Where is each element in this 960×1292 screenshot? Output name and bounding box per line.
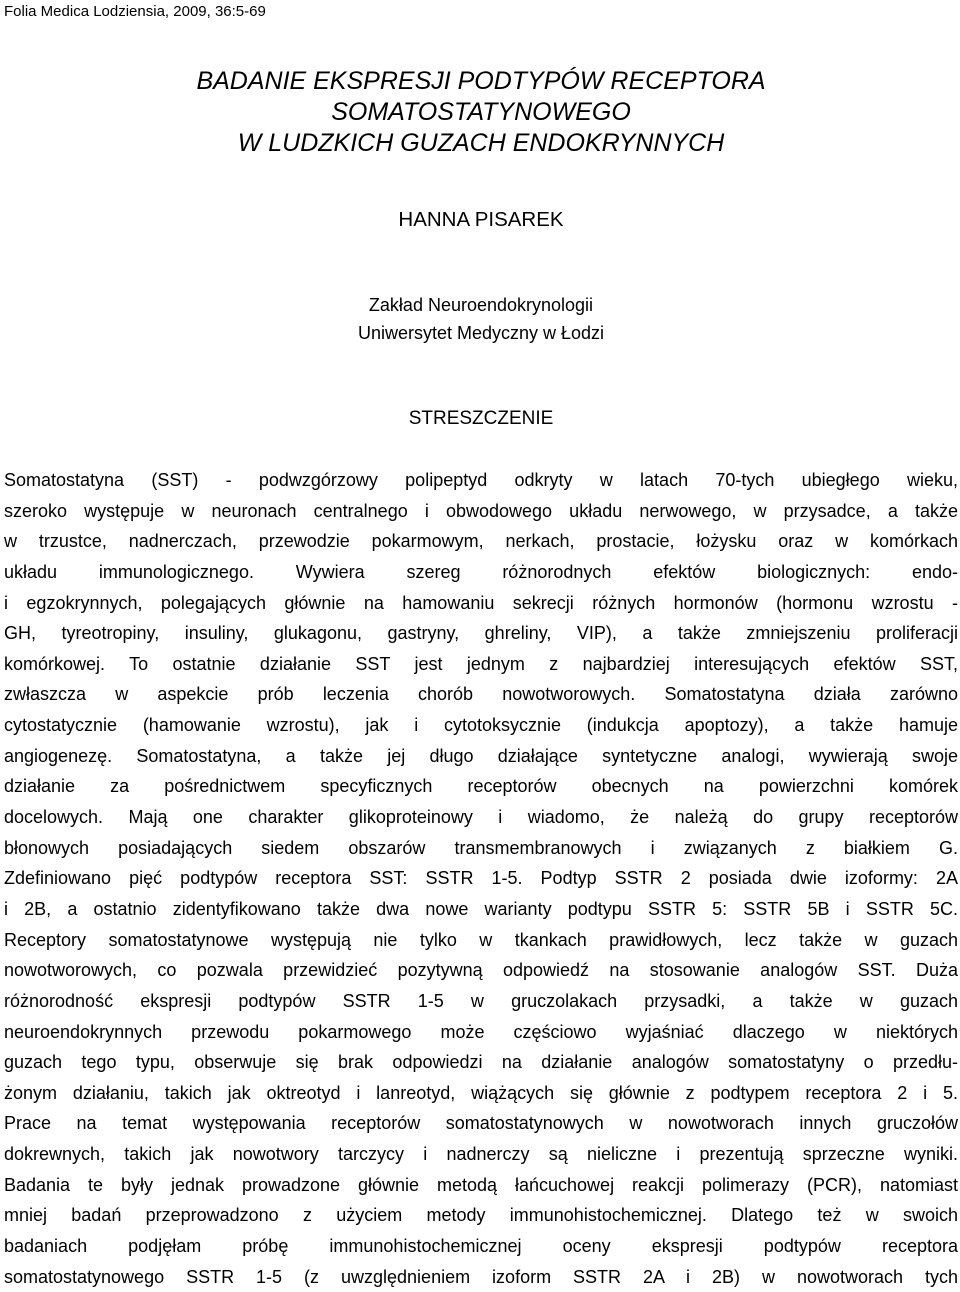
- abstract-line: układu immunologicznego. Wywiera szereg różnorodnych efektów biologicznych: endo-: [4, 561, 958, 582]
- abstract-heading: STRESZCZENIE: [408, 408, 554, 429]
- affiliation: [0, 291, 960, 347]
- abstract-line: cytostatycznie (hamowanie wzrostu), jak i cytotoksycznie (indukcja apoptozy), a także hamuje: [4, 715, 958, 736]
- abstract-line: Somatostatyna (SST) - podwzgórzowy polipeptyd odkryty w latach 70-tych ubiegłego wieku,: [4, 470, 958, 490]
- abstract-line: badaniach podjęłam próbę immunohistochemicznej oceny ekspresji podtypów receptora: [4, 1236, 958, 1257]
- abstract-line: GH, tyreotropiny, insuliny, glukagonu, gastryny, ghreliny, VIP), a także zmniejszeniu proliferacji: [4, 623, 958, 644]
- abstract-line: zwłaszcza w aspekcie prób leczenia chorób nowotworowych. Somatostatyna działa zarówno: [4, 684, 958, 705]
- abstract-line: Receptory somatostatynowe występują nie tylko w tkankach prawidłowych, lecz także w guzach: [4, 929, 958, 950]
- abstract-line: w trzustce, nadnerczach, przewodzie pokarmowym, nerkach, prostacie, łożysku oraz w komórkach: [4, 531, 958, 552]
- abstract-line: komórkowej. To ostatnie działanie SST jest jednym z najbardziej interesujących efektów SST,: [4, 653, 958, 674]
- affiliation-line: Uniwersytet Medyczny w Łodzi: [357, 323, 605, 343]
- abstract-line: błonowych posiadających siedem obszarów transmembranowych i związanych z białkiem G.: [4, 837, 958, 858]
- abstract-line: nowotworowych, co pozwala przewidzieć pozytywną odpowiedź na stosowanie analogów SST. Duża: [4, 960, 958, 981]
- abstract-line: działanie za pośrednictwem specyficznych receptorów obecnych na powierzchni komórek: [4, 776, 958, 797]
- article-title: [0, 66, 960, 159]
- title-line: BADANIE EKSPRESJI PODTYPÓW RECEPTORA: [196, 67, 766, 95]
- abstract-line: docelowych. Mają one charakter glikoproteinowy i wiadomo, że należą do grupy receptorów: [4, 807, 958, 828]
- abstract-line: Prace na temat występowania receptorów somatostatynowych w nowotworach innych gruczołów: [4, 1113, 958, 1134]
- abstract-line: szeroko występuje w neuronach centralnego i obwodowego układu nerwowego, w przysadce, a także: [4, 500, 958, 521]
- affiliation-line: Zakład Neuroendokrynologii: [368, 295, 594, 315]
- abstract-line: dokrewnych, takich jak nowotwory tarczycy i nadnerczy są nieliczne i prezentują sprzeczne wyniki.: [4, 1144, 958, 1165]
- abstract-line: neuroendokrynnych przewodu pokarmowego może częściowo wyjaśniać dlaczego w niektórych: [4, 1021, 958, 1042]
- author-name: HANNA PISAREK: [398, 208, 564, 231]
- abstract-line: Badania te były jednak prowadzone głównie metodą łańcuchowej reakcji polimerazy (PCR), natomiast: [4, 1174, 958, 1195]
- abstract-line: różnorodność ekspresji podtypów SSTR 1-5 w gruczolakach przysadki, a także w guzach: [4, 990, 958, 1011]
- abstract-body: [4, 465, 958, 1292]
- abstract-line: Zdefiniowano pięć podtypów receptora SST: SSTR 1-5. Podtyp SSTR 2 posiada dwie izoformy: 2A: [4, 868, 958, 889]
- abstract-line: somatostatynowego SSTR 1-5 (z uwzględnieniem izoform SSTR 2A i 2B) w nowotworach tych: [4, 1266, 958, 1287]
- abstract-line: angiogenezę. Somatostatyna, a także jej długo działające syntetyczne analogi, wywierają swoje: [4, 745, 958, 766]
- abstract-line: guzach tego typu, obserwuje się brak odpowiedzi na działanie analogów somatostatyny o przedłu-: [4, 1052, 958, 1073]
- journal-citation: Folia Medica Lodziensia, 2009, 36:5-69: [4, 3, 266, 20]
- title-line: SOMATOSTATYNOWEGO: [331, 98, 631, 126]
- abstract-line: żonym działaniu, takich jak oktreotyd i lanreotyd, wiążących się głównie z podtypem receptora 2 i 5.: [4, 1082, 958, 1103]
- abstract-line: mniej badań przeprowadzono z użyciem metody immunohistochemicznej. Dlatego też w swoich: [4, 1205, 958, 1226]
- abstract-line: i 2B, a ostatnio zidentyfikowano także dwa nowe warianty podtypu SSTR 5: SSTR 5B i SSTR 5C.: [4, 898, 958, 919]
- title-line: W LUDZKICH GUZACH ENDOKRYNNYCH: [237, 129, 725, 157]
- abstract-line: i egzokrynnych, polegających głównie na hamowaniu sekrecji różnych hormonów (hormonu wzrostu -: [4, 592, 958, 613]
